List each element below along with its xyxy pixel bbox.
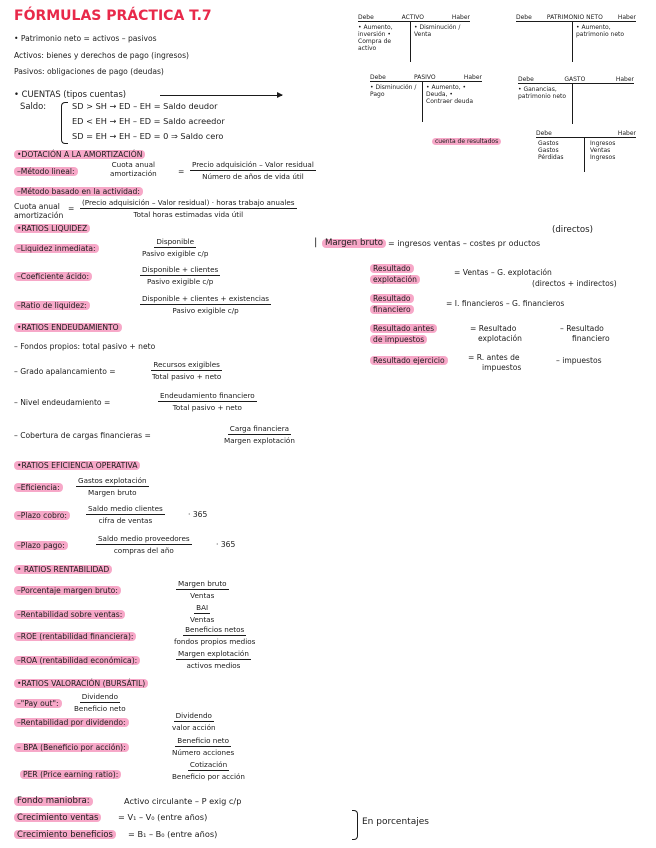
numerator: Beneficios netos [185,625,245,634]
porcentajes-note: En porcentajes [362,817,429,827]
t-account-resultados [536,130,636,172]
equals-sign: = [68,204,75,213]
denominator: Número acciones [172,748,235,757]
formula-suffix: · 365 [188,510,208,519]
debe-content: • Disminución / Pago [370,84,417,98]
haber-label: Haber [615,76,634,83]
resultado-financiero-value: = I. financieros – G. financieros [446,299,565,308]
formula-lhs: amortización [14,211,64,220]
resultado-ejercicio-value: impuestos [482,363,522,372]
saldo-line: SD = EH → EH – ED = 0 ⇒ Saldo cero [72,131,224,141]
formula-fraction [140,294,271,315]
resultado-financiero-label: Resultado [370,294,414,303]
formula-fraction [72,692,128,713]
debe-content: • Aumento, inversión • Compra de activo [358,24,393,52]
cuentas-heading: • CUENTAS (tipos cuentas) [14,89,127,99]
debe-label: Debe [358,14,374,21]
denominator: Margen explotación [224,436,295,445]
debe-item: Pérdidas [538,154,564,161]
saldo-label: Saldo: [20,101,47,111]
haber-item: Ingresos [590,154,616,161]
formula-lhs: Cuota anual [14,202,60,211]
debe-content: • Ganancias, patrimonio neto [518,86,567,100]
margen-bruto-label: Margen bruto [322,239,386,248]
cuentas-arrow [160,95,282,96]
numerator: Disponible + clientes [142,265,219,274]
t-account-gasto [518,76,634,124]
fondo-maniobra-label: Fondo maniobra: [14,797,93,806]
account-name: GASTO [564,76,586,83]
formula-suffix: · 365 [216,540,236,549]
account-name: ACTIVO [401,14,424,21]
section-heading: •RATIOS LIQUIDEZ [14,224,90,233]
cuenta-resultados-label: cuenta de resultados [432,138,501,145]
formula-fraction [188,603,216,624]
numerator: Dividendo [175,711,212,720]
resultado-antes-impuestos-value: = Resultado [470,324,517,333]
formula-lhs [108,160,159,178]
formula-label: –Rentabilidad sobre ventas: [14,610,125,619]
resultado-antes-impuestos-value: – Resultado [560,324,604,333]
numerator: Precio adquisición – Valor residual [192,160,314,169]
denominator: Total horas estimadas vida útil [133,210,244,219]
numerator: Beneficio neto [177,736,229,745]
denominator: Total pasivo + neto [172,403,242,412]
numerator: Recursos exigibles [153,360,220,369]
haber-label: Haber [617,14,636,21]
resultado-explotacion-label: explotación [370,275,420,284]
intro-line: • Patrimonio neto = activos – pasivos [14,34,157,43]
formula-label: –Rentabilidad por dividendo: [14,718,129,727]
debe-label: Debe [536,130,552,137]
saldo-line: ED < EH → EH – ED = Saldo acreedor [72,116,225,126]
resultado-antes-impuestos-label: de impuestos [370,335,427,344]
t-account-activo [358,14,470,62]
resultado-ejercicio-value: – impuestos [556,356,602,365]
numerator: Saldo medio proveedores [98,534,190,543]
numerator: Carga financiera [229,424,290,433]
numerator: BAI [196,603,209,612]
denominator: Beneficio neto [74,704,126,713]
numerator: Disponible [156,237,195,246]
denominator: Pasivo exigible c/p [172,306,239,315]
formula-label: –Porcentaje margen bruto: [14,586,121,595]
formula-fraction [176,649,251,670]
numerator: Dividendo [81,692,118,701]
intro-line: Pasivos: obligaciones de pago (deudas) [14,67,164,76]
section-heading: •RATIOS EFICIENCIA OPERATIVA [14,461,140,470]
numerator: Margen bruto [178,579,227,588]
saldo-brace [61,102,68,144]
formula-line: – Fondos propios: total pasivo + neto [14,342,156,351]
denominator: Margen bruto [88,488,137,497]
intro-line: Activos: bienes y derechos de pago (ingresos) [14,51,189,60]
formula-fraction [170,736,236,757]
formula-label: –Eficiencia: [14,483,63,492]
section-heading: •RATIOS VALORACIÓN (BURSÁTIL) [14,679,148,688]
fondo-maniobra-value: Activo circulante – P exig c/p [124,796,242,806]
account-name: PASIVO [414,74,436,81]
haber-label: Haber [451,14,470,21]
numerator: Endeudamiento financiero [160,391,255,400]
haber-item: Ingresos [590,140,616,147]
formula-label: –Coeficiente ácido: [14,272,92,281]
formula-label: – Grado apalancamiento = [14,367,116,376]
resultado-explotacion-label: Resultado [370,264,414,273]
formula-fraction [190,160,316,181]
page-title: FÓRMULAS PRÁCTICA T.7 [14,8,212,24]
crecimiento-ventas-value: = V₁ – V₀ (entre años) [118,812,208,822]
porcentajes-brace [352,810,358,840]
resultado-antes-impuestos-label: Resultado antes [370,324,437,333]
debe-label: Debe [370,74,386,81]
account-name: PATRIMONIO NETO [546,14,603,21]
numerator: Saldo medio clientes [88,504,163,513]
denominator: amortización [110,169,157,178]
denominator: Ventas [190,591,215,600]
resultado-financiero-label: financiero [370,305,414,314]
section-heading: •RATIOS ENDEUDAMIENTO [14,323,122,332]
formula-fraction [140,237,210,258]
margen-bruto-value: = ingresos ventas – costes pr oductos [388,239,541,248]
denominator: Beneficio por acción [172,772,245,781]
formula-fraction [222,424,297,445]
haber-content: • Aumento, patrimonio neto [576,24,625,38]
numerator: Disponible + clientes + existencias [142,294,270,303]
formula-label: –Plazo cobro: [14,511,70,520]
resultado-antes-impuestos-value: explotación [478,334,522,343]
resultado-explotacion-value: = Ventas – G. explotación [454,268,552,277]
section-heading: • RATIOS RENTABILIDAD [14,565,112,574]
formula-fraction [76,476,149,497]
separator-mark: | [314,237,318,248]
denominator: Número de años de vida útil [202,172,304,181]
resultado-antes-impuestos-value: financiero [572,334,610,343]
formula-fraction [86,504,165,525]
formula-fraction [140,265,220,286]
t-account-patrimonio [516,14,636,62]
denominator: compras del año [113,546,174,555]
haber-content: • Disminución / Venta [414,24,461,38]
debe-label: Debe [518,76,534,83]
formula-label: –Método lineal: [14,167,78,176]
denominator: fondos propios medios [174,637,256,646]
t-account-pasivo [370,74,482,122]
formula-label: – Nivel endeudamiento = [14,398,111,407]
denominator: Pasivo exigible c/p [142,249,209,258]
haber-item: Ventas [590,147,611,154]
section-heading: •DOTACIÓN A LA AMORTIZACIÓN [14,150,145,159]
haber-label: Haber [463,74,482,81]
crecimiento-beneficios-value: = B₁ – B₀ (entre años) [128,829,218,839]
formula-label: –Ratio de liquidez: [14,301,90,310]
crecimiento-ventas-label: Crecimiento ventas [14,813,101,822]
formula-label: –ROE (rentabilidad financiera): [14,632,136,641]
formula-label: – BPA (Beneficio por acción): [14,743,129,752]
formula-label: PER (Price earning ratio): [20,770,121,779]
numerator: (Precio adquisición – Valor residual) · horas trabajo anuales [82,198,295,207]
equals-sign: = [178,167,185,176]
formula-label: –Plazo pago: [14,541,68,550]
haber-label: Haber [617,130,636,137]
formula-label: –ROA (rentabilidad económica): [14,656,140,665]
denominator: Ventas [190,615,215,624]
denominator: Pasivo exigible c/p [146,277,214,286]
debe-item: Gastos [538,147,559,154]
denominator: activos medios [186,661,241,670]
formula-label: – Cobertura de cargas financieras = [14,431,151,440]
denominator: cifra de ventas [98,516,153,525]
formula-fraction [158,391,257,412]
formula-fraction [176,579,229,600]
numerator: Margen explotación [178,649,249,658]
formula-fraction [170,760,247,781]
debe-item: Gastos [538,140,559,147]
formula-fraction [172,625,257,646]
debe-label: Debe [516,14,532,21]
haber-content: • Aumento, • Deuda, • Contraer deuda [426,84,474,105]
denominator: Total pasivo + neto [152,372,222,381]
directos-note: (directos) [552,225,594,235]
formula-fraction [96,534,192,555]
numerator: Cuota anual [111,160,156,169]
saldo-line: SD > SH → ED – EH = Saldo deudor [72,101,218,111]
crecimiento-beneficios-label: Crecimiento beneficios [14,830,116,839]
formula-label: –"Pay out": [14,699,62,708]
numerator: Gastos explotación [78,476,147,485]
denominator: valor acción [172,723,216,732]
resultado-ejercicio-label: Resultado ejercicio [370,356,448,365]
formula-fraction [150,360,223,381]
formula-label: –Método basado en la actividad: [14,187,143,196]
formula-fraction [170,711,218,732]
formula-fraction [80,198,297,219]
numerator: Cotización [189,760,228,769]
formula-label: –Liquidez inmediata: [14,244,99,253]
resultado-ejercicio-value: = R. antes de [468,353,520,362]
resultado-explotacion-note: (directos + indirectos) [532,279,617,288]
